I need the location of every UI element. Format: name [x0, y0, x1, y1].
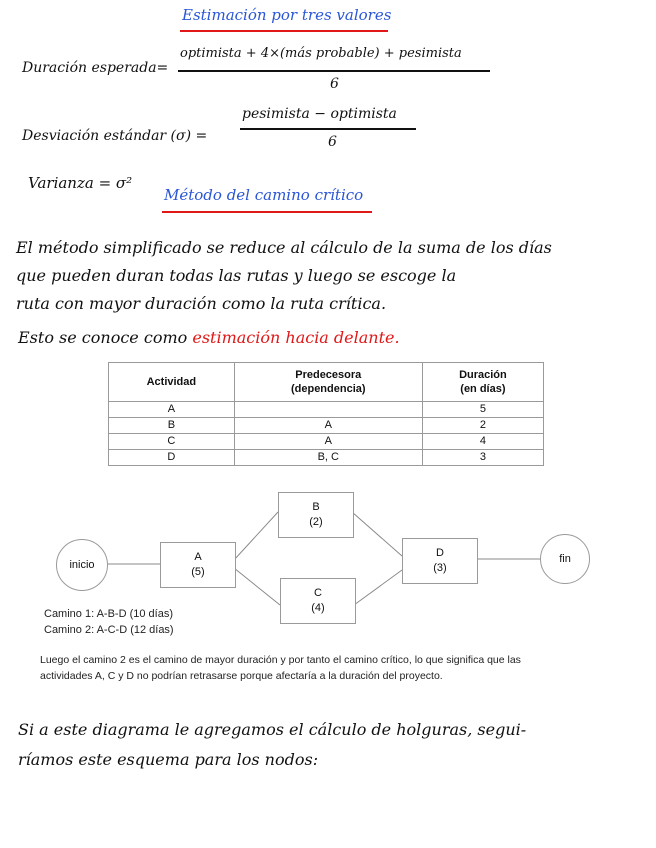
- conclusion-line-1: Luego el camino 2 es el camino de mayor duración y por tanto el camino crítico, lo que significa que las: [40, 654, 521, 666]
- column-header-predecessor: Predecesora (dependencia): [234, 363, 422, 402]
- edge-c-d: [354, 570, 402, 605]
- start-node: inicio: [56, 539, 108, 591]
- node-a: A (5): [160, 542, 236, 588]
- std-deviation-denominator: 6: [328, 134, 337, 150]
- closing-line-1: Si a este diagrama le agregamos el cálculo de holguras, segui-: [18, 720, 527, 739]
- std-deviation-numerator: pesimista − optimista: [242, 106, 397, 122]
- column-header-activity: Actividad: [109, 363, 235, 402]
- node-d: D (3): [402, 538, 478, 584]
- edge-b-d: [352, 512, 402, 556]
- closing-line-2: ríamos este esquema para los nodos:: [18, 750, 319, 769]
- table-cell: 2: [422, 418, 543, 434]
- path-2-text: Camino 2: A-C-D (12 días): [44, 624, 174, 636]
- paragraph-line-3: ruta con mayor duración como la ruta crítica.: [16, 294, 387, 313]
- expected-duration-denominator: 6: [330, 76, 339, 92]
- table-cell: 3: [422, 450, 543, 466]
- table-cell: B, C: [234, 450, 422, 466]
- table-cell: 4: [422, 434, 543, 450]
- critical-path-title: Método del camino crítico: [164, 186, 364, 204]
- table-cell: 5: [422, 402, 543, 418]
- paragraph-line-2: que pueden duran todas las rutas y luego se escoge la: [16, 266, 457, 285]
- end-node: fin: [540, 534, 590, 584]
- expected-duration-numerator: optimista + 4×(más probable) + pesimista: [180, 46, 462, 61]
- table-cell: D: [109, 450, 235, 466]
- edge-a-c: [234, 568, 280, 605]
- forward-estimation-highlight: estimación hacia delante.: [192, 328, 400, 347]
- node-b: B (2): [278, 492, 354, 538]
- paragraph-line-1: El método simplificado se reduce al cálculo de la suma de los días: [16, 238, 552, 257]
- three-point-title: Estimación por tres valores: [182, 6, 392, 24]
- conclusion-line-2: actividades A, C y D no podrían retrasarse porque afectaría a la duración del proyecto.: [40, 670, 443, 682]
- path-1-text: Camino 1: A-B-D (10 días): [44, 608, 173, 620]
- variance-label: Varianza = σ²: [28, 174, 133, 192]
- expected-duration-label: Duración esperada=: [22, 60, 169, 76]
- std-deviation-label: Desviación estándar (σ) =: [22, 128, 208, 144]
- paragraph-line-4-start: Esto se conoce como: [18, 328, 188, 347]
- table-cell: A: [234, 434, 422, 450]
- table-cell: B: [109, 418, 235, 434]
- node-c: C (4): [280, 578, 356, 624]
- table-cell: C: [109, 434, 235, 450]
- edge-a-b: [234, 512, 278, 560]
- table-cell: A: [234, 418, 422, 434]
- column-header-duration: Duración (en días): [422, 363, 543, 402]
- table-cell: A: [109, 402, 235, 418]
